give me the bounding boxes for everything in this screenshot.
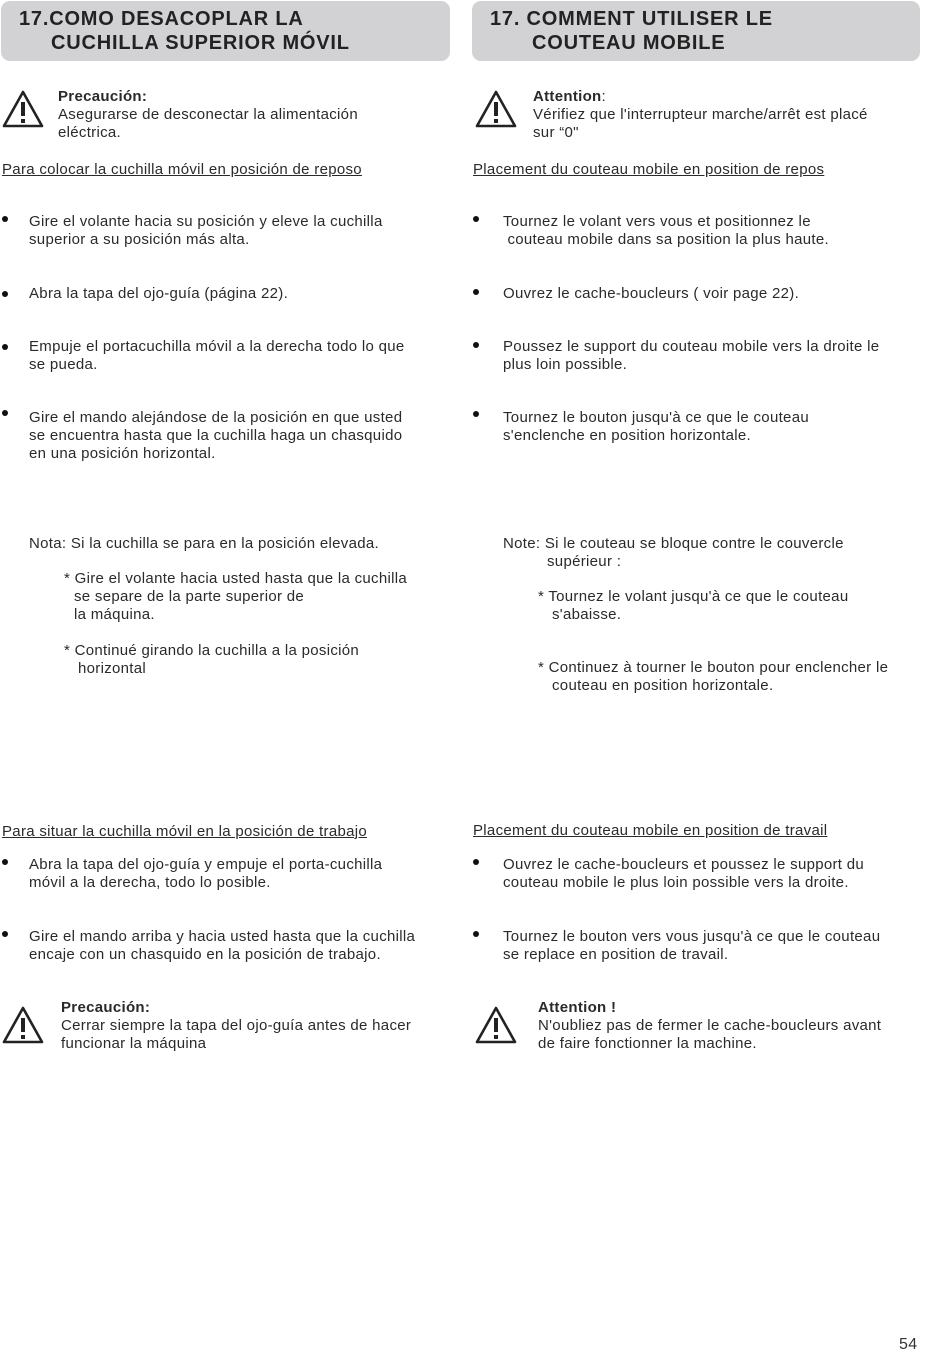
right-note-b2: couteau en position horizontale. (552, 677, 774, 694)
right-item4-line2: s'enclenche en position horizontale. (503, 427, 751, 444)
right-caution1-colon: : (601, 88, 606, 105)
right-s2-item1-line2: couteau mobile le plus loin possible vers la droite. (503, 874, 849, 891)
bullet (2, 859, 8, 865)
left-caution1-title: Precaución: (58, 88, 148, 105)
right-caution1-title: Attention (533, 88, 602, 105)
left-caution1-line2: eléctrica. (58, 124, 122, 141)
right-note-title2: supérieur : (547, 553, 622, 570)
left-note-b1: * Continué girando la cuchilla a la posición (64, 642, 360, 659)
left-header-line2: CUCHILLA SUPERIOR MÓVIL (51, 32, 350, 54)
left-note-a1: * Gire el volante hacia usted hasta que la cuchilla (64, 570, 407, 587)
right-note-b1: * Continuez à tourner le bouton pour enclencher le (538, 659, 889, 676)
right-s2-item2-line1: Tournez le bouton vers vous jusqu'à ce que le couteau (503, 928, 881, 945)
left-header-line1: 17.COMO DESACOPLAR LA (19, 8, 304, 30)
right-header-line1: 17. COMMENT UTILISER LE (490, 8, 773, 30)
bullet (473, 289, 479, 295)
right-caution2-title: Attention ! (538, 999, 617, 1016)
bullet (2, 410, 8, 416)
warning-triangle-icon (1, 1005, 45, 1045)
right-item3-line2: plus loin possible. (503, 356, 628, 373)
right-header-line2: COUTEAU MOBILE (532, 32, 726, 54)
right-caution2-line1: N'oubliez pas de fermer le cache-boucleurs avant (538, 1017, 882, 1034)
right-note-title1: Note: Si le couteau se bloque contre le couvercle (503, 535, 844, 552)
left-section1-title: Para colocar la cuchilla móvil en posición de reposo (2, 161, 362, 178)
left-caution2-line1: Cerrar siempre la tapa del ojo-guía antes de hacer (61, 1017, 412, 1034)
left-caution2-title: Precaución: (61, 999, 151, 1016)
left-caution1-line1: Asegurarse de desconectar la alimentación (58, 106, 358, 123)
right-item2-line1: Ouvrez le cache-boucleurs ( voir page 22). (503, 285, 800, 302)
page-number: 54 (899, 1336, 918, 1353)
left-item3-line2: se pueda. (29, 356, 98, 373)
warning-triangle-icon (1, 89, 45, 129)
right-caution1-line1: Vérifiez que l'interrupteur marche/arrêt est placé (533, 106, 868, 123)
bullet (473, 216, 479, 222)
right-item4-line1: Tournez le bouton jusqu'à ce que le couteau (503, 409, 809, 426)
left-note-title: Nota: Si la cuchilla se para en la posición elevada. (29, 535, 379, 552)
left-section2-title: Para situar la cuchilla móvil en la posición de trabajo (2, 823, 368, 840)
bullet (473, 411, 479, 417)
bullet (2, 931, 8, 937)
right-section1-title: Placement du couteau mobile en position de repos (473, 161, 825, 178)
right-note-a1: * Tournez le volant jusqu'à ce que le couteau (538, 588, 849, 605)
left-item3-line1: Empuje el portacuchilla móvil a la derecha todo lo que (29, 338, 405, 355)
left-item4-line1: Gire el mando alejándose de la posición en que usted (29, 409, 403, 426)
left-item1-line2: superior a su posición más alta. (29, 231, 250, 248)
right-s2-item1-line1: Ouvrez le cache-boucleurs et poussez le support du (503, 856, 865, 873)
left-s2-item2-line2: encaje con un chasquido en la posición de trabajo. (29, 946, 381, 963)
right-caution2-line2: de faire fonctionner la machine. (538, 1035, 757, 1052)
right-caution1-line2: sur “0" (533, 124, 579, 141)
bullet (2, 291, 8, 297)
left-caution2-line2: funcionar la máquina (61, 1035, 207, 1052)
warning-triangle-icon (474, 1005, 518, 1045)
left-item2-line1: Abra la tapa del ojo-guía (página 22). (29, 285, 289, 302)
left-item4-line3: en una posición horizontal. (29, 445, 216, 462)
right-section-header (472, 1, 920, 61)
left-s2-item2-line1: Gire el mando arriba y hacia usted hasta que la cuchilla (29, 928, 416, 945)
left-s2-item1-line1: Abra la tapa del ojo-guía y empuje el porta-cuchilla (29, 856, 383, 873)
left-note-a3: la máquina. (74, 606, 155, 623)
left-item1-line1: Gire el volante hacia su posición y eleve la cuchilla (29, 213, 383, 230)
left-item4-line2: se encuentra hasta que la cuchilla haga un chasquido (29, 427, 403, 444)
right-item3-line1: Poussez le support du couteau mobile vers la droite le (503, 338, 880, 355)
bullet (473, 859, 479, 865)
left-note-b2: horizontal (78, 660, 147, 677)
right-note-a2: s'abaisse. (552, 606, 622, 623)
bullet (473, 342, 479, 348)
bullet (473, 931, 479, 937)
right-s2-item2-line2: se replace en position de travail. (503, 946, 729, 963)
bullet (2, 344, 8, 350)
right-item1-line2: couteau mobile dans sa position la plus haute. (503, 231, 829, 248)
bullet (2, 216, 8, 222)
right-section2-title: Placement du couteau mobile en position de travail (473, 822, 828, 839)
left-note-a2: se separe de la parte superior de (74, 588, 305, 605)
left-s2-item1-line2: móvil a la derecha, todo lo posible. (29, 874, 271, 891)
right-caution1-title-row (533, 88, 606, 106)
left-section-header (1, 1, 450, 61)
right-item1-line1: Tournez le volant vers vous et positionnez le (503, 213, 811, 230)
warning-triangle-icon (474, 89, 518, 129)
